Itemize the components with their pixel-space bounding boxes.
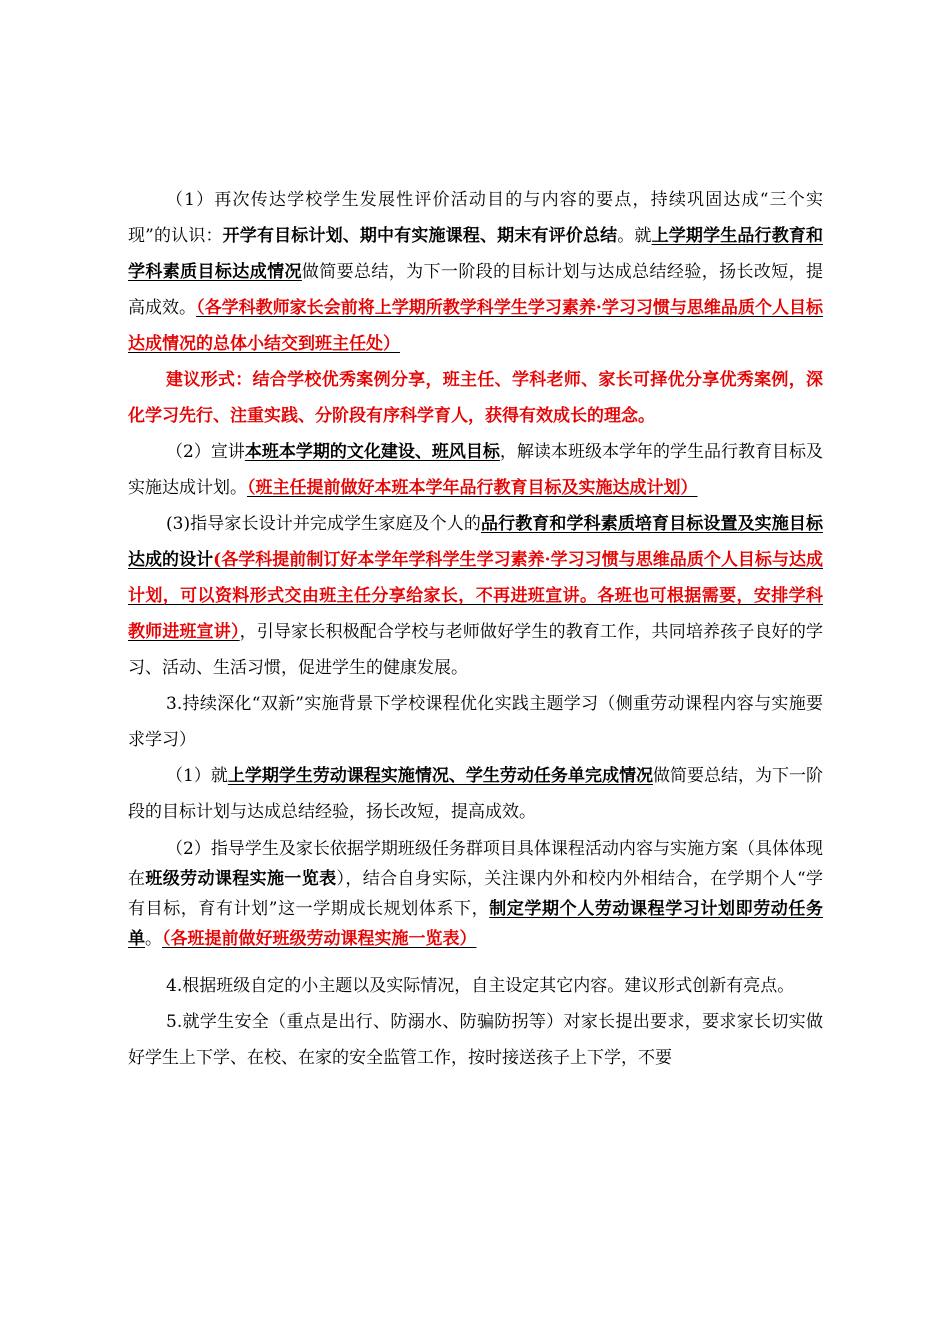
text: 4.根据班级自定的小主题以及实际情况，自主设定其它内容。建议形式创新有亮点。	[166, 976, 795, 996]
bold-underline-text: 上学期学生劳动课程实施情况、学生劳动任务单完成情况	[227, 766, 653, 786]
paragraph-6	[128, 758, 823, 830]
paragraph-8	[128, 968, 823, 1004]
document-page	[128, 182, 823, 1076]
text: （2）指导学生及家长依据学期班级任务群项目具体课程活动内容与实施方案（具体体现在	[128, 839, 823, 889]
bold-underline-text: 品行教育和学科素质培育目标设置及实施目标达成的设计	[128, 514, 823, 570]
text: 。	[145, 929, 162, 949]
text: (3)指导家长设计并完成学生家庭及个人的	[166, 514, 481, 534]
text: ），结合自身实际，关注课内外和校内外相结合，在学期个人“学有目标，育有计划”这一学期成长规划体系下，	[128, 869, 824, 919]
red-note: （各学科教师家长会前将上学期所教学科学生学习素养·学习习惯与思维品质个人目标达成情况的总体小结交到班主任处）	[128, 298, 824, 354]
bold-text: 班级劳动课程实施一览表	[145, 869, 337, 889]
text: 做简要总结，为下一阶段的目标计划与达成总结经验，扬长改短，提高成效。	[128, 766, 824, 822]
bold-underline-text: 本班本学期的文化建设、班风目标	[244, 442, 500, 462]
text: 3.持续深化“双新”实施背景下学校课程优化实践主题学习（侧重劳动课程内容与实施要求学习）	[128, 694, 823, 750]
paragraph-1	[128, 182, 823, 362]
text: （1）就	[166, 766, 228, 786]
red-note: （班主任提前做好本班本学年品行教育目标及实施达成计划）	[247, 478, 698, 498]
text: 。就	[617, 226, 652, 246]
text: 5.就学生安全（重点是出行、防溺水、防骗防拐等）对家长提出要求，要求家长切实做好学生上下学、在校、在家的安全监管工作，按时接送孩子上下学，不要	[128, 1012, 823, 1068]
paragraph-3	[128, 434, 823, 506]
text: （2）宣讲	[166, 442, 245, 462]
paragraph-4	[128, 506, 823, 686]
paragraph-5	[128, 686, 823, 758]
red-note: (各学科提前制订好本学年学科学生学习素养·学习习惯与思维品质个人目标与达成计划，可以资料形式交由班主任分享给家长，不再进班宣讲。各班也可根据需要，安排学科教师进班宣讲）	[128, 550, 824, 642]
paragraph-9	[128, 1004, 823, 1076]
bold-text: 开学有目标计划、期中有实施课程、期末有评价总结	[222, 226, 618, 246]
text: （1）再次传达学校学生发展性评价活动目的与内容的要点，持续巩固达成“三个实现”的认识：	[128, 190, 823, 246]
text: ，引导家长积极配合学校与老师做好学生的教育工作，共同培养孩子良好的学习、活动、生活习惯，促进学生的健康发展。	[128, 622, 824, 678]
bold-underline-text: 上学期学生品行教育和学科素质目标达成情况	[128, 226, 824, 282]
bold-underline-text: 制定学期个人劳动课程学习计划即劳动任务单	[128, 899, 823, 949]
text: ，解读本班级本学年的学生品行教育目标及实施达成计划。	[128, 442, 824, 498]
text: 做简要总结，为下一阶段的目标计划与达成总结经验，扬长改短，提高成效。	[128, 262, 824, 318]
paragraph-7	[128, 834, 823, 954]
red-suggestion: 建议形式：结合学校优秀案例分享，班主任、学科老师、家长可择优分享优秀案例，深化学习先行、注重实践、分阶段有序科学育人，获得有效成长的理念。	[128, 370, 823, 426]
paragraph-2	[128, 362, 823, 434]
red-note: （各班提前做好班级劳动课程实施一览表）	[162, 929, 477, 949]
